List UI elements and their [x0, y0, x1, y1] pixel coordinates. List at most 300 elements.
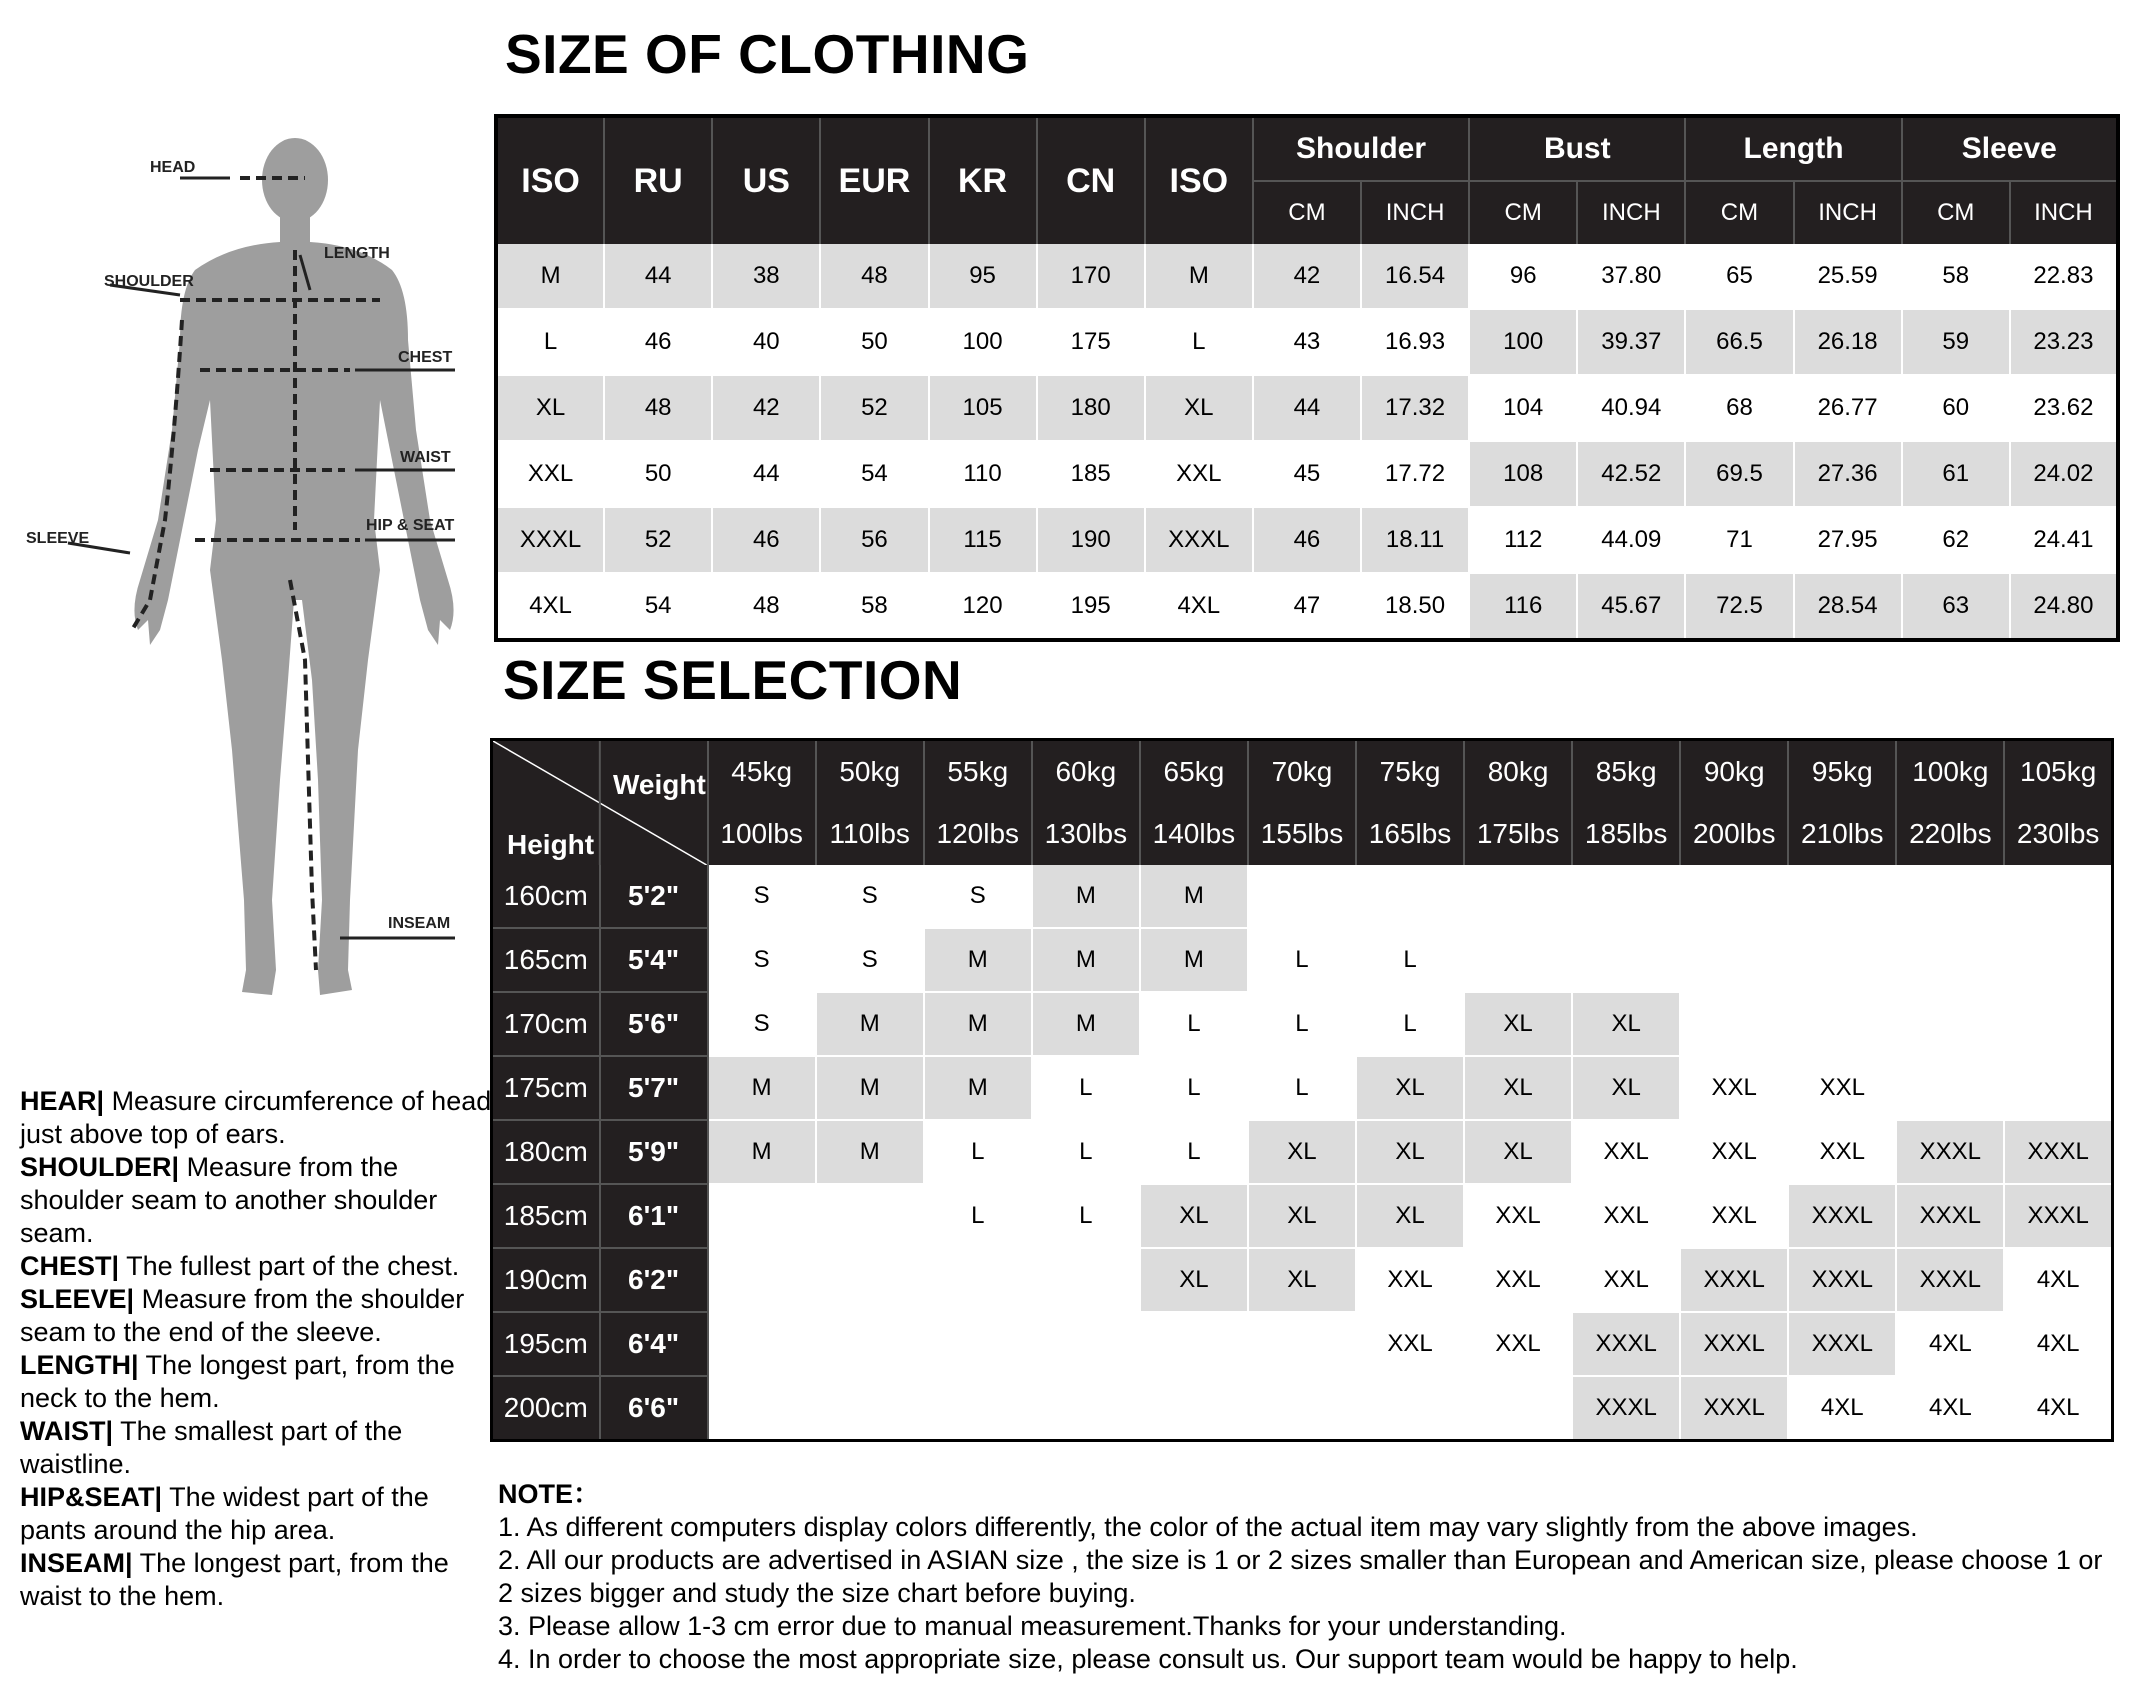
recommended-size-cell: XXL: [1572, 1248, 1680, 1312]
size-cell: 45.67: [1577, 573, 1685, 640]
weight-kg-header: 50kg: [816, 740, 924, 804]
size-cell: 110: [929, 441, 1037, 507]
recommended-size-cell: XXXL: [1896, 1184, 2004, 1248]
weight-lbs-header: 210lbs: [1788, 803, 1896, 865]
size-cell: 195: [1037, 573, 1145, 640]
selection-row: [492, 992, 2113, 1056]
size-cell: 44.09: [1577, 507, 1685, 573]
weight-kg-header: 65kg: [1140, 740, 1248, 804]
weight-lbs-header: 165lbs: [1356, 803, 1464, 865]
legend-text: The longest part, from the neck to the hem.: [20, 1350, 455, 1413]
size-row: [496, 441, 2118, 507]
weight-kg-header: 60kg: [1032, 740, 1140, 804]
weight-lbs-header: 175lbs: [1464, 803, 1572, 865]
legend-item: [20, 1415, 495, 1481]
weight-lbs-header: 185lbs: [1572, 803, 1680, 865]
size-cell: 27.36: [1794, 441, 1902, 507]
size-cell: 48: [712, 573, 820, 640]
height-ft-label: 6'2": [600, 1248, 708, 1312]
recommended-size-cell: XL: [1140, 1184, 1248, 1248]
legend-text: The widest part of the pants around the hip area.: [20, 1482, 429, 1545]
recommended-size-cell: [1680, 992, 1788, 1056]
size-cell: 24.02: [2010, 441, 2118, 507]
recommended-size-cell: 4XL: [1788, 1376, 1896, 1441]
header-iso: ISO: [496, 116, 604, 244]
measurement-legend: [20, 1085, 495, 1613]
recommended-size-cell: XXXL: [2004, 1184, 2112, 1248]
height-cm-label: 195cm: [492, 1312, 600, 1376]
size-cell: 95: [929, 244, 1037, 309]
recommended-size-cell: [1572, 928, 1680, 992]
size-cell: 17.72: [1361, 441, 1469, 507]
size-cell: 44: [712, 441, 820, 507]
weight-lbs-header: 155lbs: [1248, 803, 1356, 865]
note-line: 1. As different computers display colors differently, the color of the actual item may vary slightly from the above images.: [498, 1512, 1918, 1542]
weight-kg-header: 75kg: [1356, 740, 1464, 804]
length-label: LENGTH: [324, 245, 390, 262]
header-shoulder: Shoulder: [1253, 116, 1469, 181]
recommended-size-cell: XL: [1356, 1056, 1464, 1120]
recommended-size-cell: [1896, 992, 2004, 1056]
size-row: [496, 309, 2118, 375]
recommended-size-cell: [708, 1248, 816, 1312]
recommended-size-cell: [1896, 1056, 2004, 1120]
size-cell: 46: [1253, 507, 1361, 573]
recommended-size-cell: M: [1032, 928, 1140, 992]
weight-kg-header: 70kg: [1248, 740, 1356, 804]
size-cell: 48: [604, 375, 712, 441]
recommended-size-cell: XL: [1356, 1120, 1464, 1184]
size-cell: 46: [604, 309, 712, 375]
size-cell: 27.95: [1794, 507, 1902, 573]
size-cell: 26.77: [1794, 375, 1902, 441]
legend-item: [20, 1481, 495, 1547]
weight-lbs-header: 230lbs: [2004, 803, 2112, 865]
size-of-clothing-title: SIZE OF CLOTHING: [505, 23, 1030, 85]
height-ft-label: 6'4": [600, 1312, 708, 1376]
recommended-size-cell: [816, 1312, 924, 1376]
recommended-size-cell: [1248, 1312, 1356, 1376]
recommended-size-cell: M: [1032, 992, 1140, 1056]
weight-lbs-header: 100lbs: [708, 803, 816, 865]
unit-cm: CM: [1902, 181, 2010, 244]
size-cell: 58: [820, 573, 928, 640]
recommended-size-cell: L: [1248, 928, 1356, 992]
weight-lbs-header: 220lbs: [1896, 803, 2004, 865]
recommended-size-cell: [1896, 928, 2004, 992]
size-cell: M: [496, 244, 604, 309]
recommended-size-cell: XXL: [1572, 1120, 1680, 1184]
size-cell: 65: [1685, 244, 1793, 309]
size-cell: 45: [1253, 441, 1361, 507]
recommended-size-cell: XXXL: [1680, 1248, 1788, 1312]
height-cm-label: 200cm: [492, 1376, 600, 1441]
recommended-size-cell: L: [924, 1184, 1032, 1248]
recommended-size-cell: XL: [1464, 1120, 1572, 1184]
size-cell: 104: [1469, 375, 1577, 441]
weight-lbs-header: 130lbs: [1032, 803, 1140, 865]
size-cell: 50: [604, 441, 712, 507]
height-cm-label: 160cm: [492, 865, 600, 928]
size-cell: 38: [712, 244, 820, 309]
unit-inch: INCH: [1794, 181, 1902, 244]
size-cell: M: [1145, 244, 1253, 309]
recommended-size-cell: [708, 1376, 816, 1441]
size-cell: 116: [1469, 573, 1577, 640]
recommended-size-cell: M: [816, 992, 924, 1056]
size-cell: 180: [1037, 375, 1145, 441]
size-cell: 37.80: [1577, 244, 1685, 309]
recommended-size-cell: XL: [1248, 1120, 1356, 1184]
unit-cm: CM: [1685, 181, 1793, 244]
recommended-size-cell: XXL: [1356, 1248, 1464, 1312]
size-of-clothing-table: [494, 114, 2120, 642]
size-cell: 4XL: [1145, 573, 1253, 640]
size-cell: 23.23: [2010, 309, 2118, 375]
recommended-size-cell: 4XL: [2004, 1376, 2112, 1441]
size-cell: 16.93: [1361, 309, 1469, 375]
recommended-size-cell: S: [708, 992, 816, 1056]
size-cell: 96: [1469, 244, 1577, 309]
recommended-size-cell: XXXL: [1896, 1248, 2004, 1312]
weight-lbs-header: 140lbs: [1140, 803, 1248, 865]
header-bust: Bust: [1469, 116, 1685, 181]
recommended-size-cell: L: [1248, 992, 1356, 1056]
recommended-size-cell: [1572, 865, 1680, 928]
weight-kg-header: 100kg: [1896, 740, 2004, 804]
legend-term: HEAR|: [20, 1086, 105, 1116]
recommended-size-cell: [2004, 865, 2112, 928]
recommended-size-cell: XL: [1464, 1056, 1572, 1120]
recommended-size-cell: [1896, 865, 2004, 928]
recommended-size-cell: XXXL: [1680, 1312, 1788, 1376]
note-line: 4. In order to choose the most appropriate size, please consult us. Our support team would be happy to help.: [498, 1644, 1798, 1674]
header-us: US: [712, 116, 820, 244]
legend-item: [20, 1283, 495, 1349]
sleeve-label: SLEEVE: [26, 530, 90, 547]
recommended-size-cell: [924, 1248, 1032, 1312]
recommended-size-cell: XXL: [1572, 1184, 1680, 1248]
recommended-size-cell: XL: [1572, 1056, 1680, 1120]
recommended-size-cell: [1140, 1312, 1248, 1376]
recommended-size-cell: XXL: [1788, 1120, 1896, 1184]
recommended-size-cell: [2004, 992, 2112, 1056]
size-cell: 59: [1902, 309, 2010, 375]
notes-heading: NOTE：: [498, 1479, 601, 1509]
size-cell: L: [496, 309, 604, 375]
legend-text: Measure circumference of head just above top of ears.: [20, 1086, 492, 1149]
recommended-size-cell: [1140, 1376, 1248, 1441]
height-ft-label: 5'6": [600, 992, 708, 1056]
size-cell: 54: [820, 441, 928, 507]
size-table-body: [496, 244, 2118, 640]
size-cell: 56: [820, 507, 928, 573]
legend-item: [20, 1349, 495, 1415]
recommended-size-cell: M: [924, 992, 1032, 1056]
legend-text: Measure from the shoulder seam to the end of the sleeve.: [20, 1284, 465, 1347]
height-cm-label: 180cm: [492, 1120, 600, 1184]
recommended-size-cell: XXXL: [2004, 1120, 2112, 1184]
size-cell: 24.80: [2010, 573, 2118, 640]
size-cell: 120: [929, 573, 1037, 640]
recommended-size-cell: [816, 1184, 924, 1248]
recommended-size-cell: XL: [1356, 1184, 1464, 1248]
weight-kg-header: 80kg: [1464, 740, 1572, 804]
recommended-size-cell: M: [708, 1056, 816, 1120]
legend-item: [20, 1547, 495, 1613]
height-cm-label: 175cm: [492, 1056, 600, 1120]
recommended-size-cell: XXXL: [1788, 1312, 1896, 1376]
legend-text: The smallest part of the waistline.: [20, 1416, 403, 1479]
recommended-size-cell: [1356, 1376, 1464, 1441]
legend-item: [20, 1085, 495, 1151]
selection-row: [492, 1376, 2113, 1441]
size-cell: 18.50: [1361, 573, 1469, 640]
recommended-size-cell: [924, 1376, 1032, 1441]
recommended-size-cell: L: [1356, 992, 1464, 1056]
legend-term: CHEST|: [20, 1251, 120, 1281]
recommended-size-cell: L: [1140, 1120, 1248, 1184]
recommended-size-cell: [2004, 928, 2112, 992]
size-cell: 100: [929, 309, 1037, 375]
size-cell: 62: [1902, 507, 2010, 573]
body-measurement-figure: [0, 100, 480, 1020]
size-row: [496, 375, 2118, 441]
recommended-size-cell: XXL: [1680, 1120, 1788, 1184]
recommended-size-cell: [1464, 1376, 1572, 1441]
size-cell: 48: [820, 244, 928, 309]
recommended-size-cell: XL: [1464, 992, 1572, 1056]
recommended-size-cell: 4XL: [1896, 1312, 2004, 1376]
legend-item: [20, 1250, 495, 1283]
header-eur: EUR: [820, 116, 928, 244]
size-row: [496, 573, 2118, 640]
size-cell: 44: [604, 244, 712, 309]
hip-label: HIP & SEAT: [366, 517, 455, 534]
legend-term: LENGTH|: [20, 1350, 139, 1380]
size-cell: 44: [1253, 375, 1361, 441]
recommended-size-cell: 4XL: [2004, 1312, 2112, 1376]
size-cell: 24.41: [2010, 507, 2118, 573]
selection-row: [492, 1248, 2113, 1312]
unit-inch: INCH: [1361, 181, 1469, 244]
unit-inch: INCH: [1577, 181, 1685, 244]
size-cell: 112: [1469, 507, 1577, 573]
unit-inch: INCH: [2010, 181, 2118, 244]
recommended-size-cell: M: [816, 1120, 924, 1184]
shoulder-label: SHOULDER: [104, 273, 194, 290]
recommended-size-cell: XL: [1572, 992, 1680, 1056]
size-cell: 39.37: [1577, 309, 1685, 375]
recommended-size-cell: [1788, 928, 1896, 992]
recommended-size-cell: XL: [1140, 1248, 1248, 1312]
recommended-size-cell: XXL: [1680, 1184, 1788, 1248]
size-cell: 54: [604, 573, 712, 640]
recommended-size-cell: L: [1140, 992, 1248, 1056]
weight-label: Weight: [613, 769, 706, 800]
header-sleeve: Sleeve: [1902, 116, 2118, 181]
recommended-size-cell: XXL: [1464, 1184, 1572, 1248]
inseam-label: INSEAM: [388, 915, 451, 932]
recommended-size-cell: [1788, 992, 1896, 1056]
recommended-size-cell: [816, 1376, 924, 1441]
recommended-size-cell: M: [1032, 865, 1140, 928]
recommended-size-cell: 4XL: [2004, 1248, 2112, 1312]
height-label: Height: [507, 829, 595, 860]
size-cell: L: [1145, 309, 1253, 375]
recommended-size-cell: XXL: [1788, 1056, 1896, 1120]
weight-kg-header: 95kg: [1788, 740, 1896, 804]
height-cm-label: 190cm: [492, 1248, 600, 1312]
recommended-size-cell: L: [1032, 1120, 1140, 1184]
recommended-size-cell: [1032, 1376, 1140, 1441]
legend-text: The longest part, from the waist to the hem.: [20, 1548, 449, 1611]
recommended-size-cell: M: [924, 928, 1032, 992]
size-cell: 18.11: [1361, 507, 1469, 573]
size-cell: 68: [1685, 375, 1793, 441]
recommended-size-cell: [708, 1312, 816, 1376]
size-cell: 105: [929, 375, 1037, 441]
size-cell: 185: [1037, 441, 1145, 507]
selection-row: [492, 865, 2113, 928]
size-cell: XXXL: [1145, 507, 1253, 573]
note-line: 3. Please allow 1-3 cm error due to manual measurement.Thanks for your understanding.: [498, 1611, 1567, 1641]
size-cell: 52: [820, 375, 928, 441]
recommended-size-cell: M: [816, 1056, 924, 1120]
size-cell: 16.54: [1361, 244, 1469, 309]
selection-row: [492, 1056, 2113, 1120]
weight-lbs-header: 200lbs: [1680, 803, 1788, 865]
unit-cm: CM: [1253, 181, 1361, 244]
recommended-size-cell: [1248, 865, 1356, 928]
selection-row: [492, 1184, 2113, 1248]
recommended-size-cell: XL: [1248, 1184, 1356, 1248]
header-length: Length: [1685, 116, 1901, 181]
size-cell: 25.59: [1794, 244, 1902, 309]
size-cell: 170: [1037, 244, 1145, 309]
recommended-size-cell: XXXL: [1788, 1184, 1896, 1248]
size-cell: XXL: [496, 441, 604, 507]
size-cell: 42.52: [1577, 441, 1685, 507]
recommended-size-cell: S: [816, 928, 924, 992]
weight-kg-header: 85kg: [1572, 740, 1680, 804]
header-cn: CN: [1037, 116, 1145, 244]
size-cell: XL: [1145, 375, 1253, 441]
selection-row: [492, 1120, 2113, 1184]
height-ft-label: 5'9": [600, 1120, 708, 1184]
size-cell: 22.83: [2010, 244, 2118, 309]
height-ft-label: 6'6": [600, 1376, 708, 1441]
weight-lbs-header: 120lbs: [924, 803, 1032, 865]
corner-header: [492, 740, 708, 866]
recommended-size-cell: [1248, 1376, 1356, 1441]
selection-row: [492, 928, 2113, 992]
recommended-size-cell: XXL: [1356, 1312, 1464, 1376]
size-cell: 100: [1469, 309, 1577, 375]
recommended-size-cell: XXXL: [1572, 1312, 1680, 1376]
height-ft-label: 5'2": [600, 865, 708, 928]
chest-label: CHEST: [398, 349, 453, 366]
recommended-size-cell: L: [1248, 1056, 1356, 1120]
size-cell: 47: [1253, 573, 1361, 640]
legend-term: SHOULDER|: [20, 1152, 180, 1182]
size-cell: 46: [712, 507, 820, 573]
recommended-size-cell: [1464, 865, 1572, 928]
recommended-size-cell: [1788, 865, 1896, 928]
legend-text: The fullest part of the chest.: [119, 1251, 460, 1281]
size-cell: 108: [1469, 441, 1577, 507]
size-row: [496, 507, 2118, 573]
recommended-size-cell: S: [924, 865, 1032, 928]
size-cell: 72.5: [1685, 573, 1793, 640]
recommended-size-cell: XXL: [1464, 1312, 1572, 1376]
recommended-size-cell: L: [1140, 1056, 1248, 1120]
height-ft-label: 6'1": [600, 1184, 708, 1248]
recommended-size-cell: XXXL: [1572, 1376, 1680, 1441]
recommended-size-cell: S: [708, 928, 816, 992]
size-cell: XXXL: [496, 507, 604, 573]
height-cm-label: 165cm: [492, 928, 600, 992]
header-kr: KR: [929, 116, 1037, 244]
legend-term: WAIST|: [20, 1416, 114, 1446]
height-ft-label: 5'7": [600, 1056, 708, 1120]
recommended-size-cell: XXXL: [1896, 1120, 2004, 1184]
recommended-size-cell: [1032, 1312, 1140, 1376]
weight-kg-header: 105kg: [2004, 740, 2112, 804]
recommended-size-cell: XXL: [1680, 1056, 1788, 1120]
recommended-size-cell: 4XL: [1896, 1376, 2004, 1441]
recommended-size-cell: M: [708, 1120, 816, 1184]
header-ru: RU: [604, 116, 712, 244]
recommended-size-cell: [2004, 1056, 2112, 1120]
size-cell: 40.94: [1577, 375, 1685, 441]
recommended-size-cell: S: [708, 865, 816, 928]
size-cell: 190: [1037, 507, 1145, 573]
size-cell: 42: [712, 375, 820, 441]
size-cell: 66.5: [1685, 309, 1793, 375]
size-selection-body: [492, 865, 2113, 1441]
size-cell: 63: [1902, 573, 2010, 640]
head-label: HEAD: [150, 159, 196, 176]
size-cell: 17.32: [1361, 375, 1469, 441]
size-cell: 71: [1685, 507, 1793, 573]
legend-text: Measure from the shoulder seam to another shoulder seam.: [20, 1152, 438, 1248]
recommended-size-cell: S: [816, 865, 924, 928]
size-cell: 43: [1253, 309, 1361, 375]
height-ft-label: 5'4": [600, 928, 708, 992]
recommended-size-cell: [1356, 865, 1464, 928]
size-cell: 61: [1902, 441, 2010, 507]
recommended-size-cell: M: [924, 1056, 1032, 1120]
header-iso-2: ISO: [1145, 116, 1253, 244]
height-cm-label: 170cm: [492, 992, 600, 1056]
size-cell: 115: [929, 507, 1037, 573]
legend-term: HIP&SEAT|: [20, 1482, 163, 1512]
notes-section: [498, 1478, 2118, 1676]
recommended-size-cell: XXXL: [1680, 1376, 1788, 1441]
recommended-size-cell: XXXL: [1788, 1248, 1896, 1312]
size-cell: 50: [820, 309, 928, 375]
size-cell: 58: [1902, 244, 2010, 309]
weight-kg-header: 90kg: [1680, 740, 1788, 804]
size-row: [496, 244, 2118, 309]
note-line: 2. All our products are advertised in ASIAN size , the size is 1 or 2 sizes smaller than European and American size, please choose 1 or 2 sizes bigger and study the size chart before buying.: [498, 1545, 2103, 1608]
recommended-size-cell: M: [1140, 865, 1248, 928]
selection-row: [492, 1312, 2113, 1376]
recommended-size-cell: L: [1032, 1184, 1140, 1248]
recommended-size-cell: XXL: [1464, 1248, 1572, 1312]
size-cell: 28.54: [1794, 573, 1902, 640]
